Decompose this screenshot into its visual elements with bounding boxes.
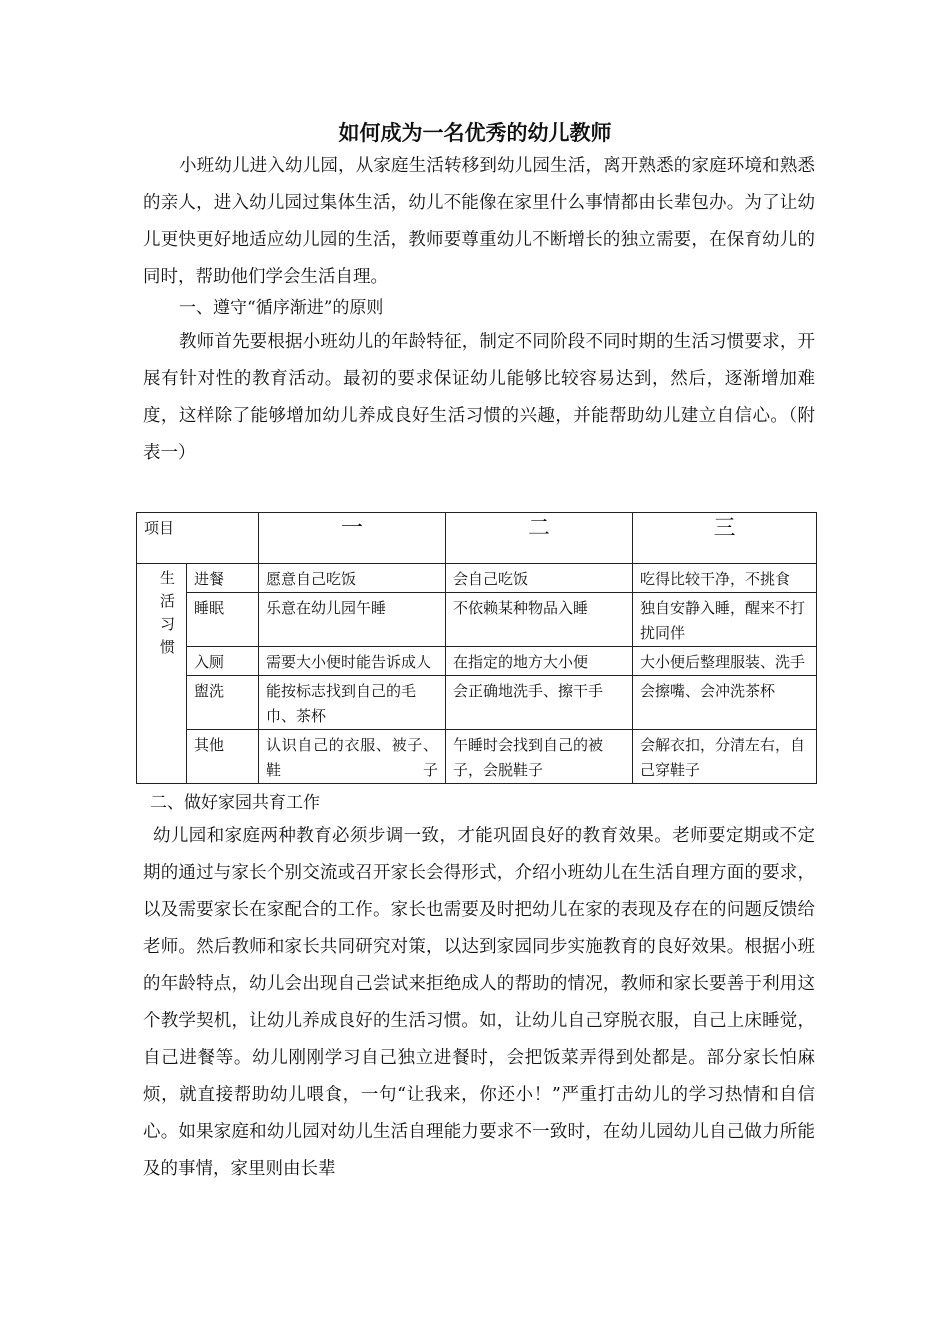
row-label: 盥洗 — [187, 676, 259, 730]
table-cell: 在指定的地方大小便 — [446, 647, 633, 676]
section-2-paragraph: 幼儿园和家庭两种教育必须步调一致，才能巩固良好的教育效果。老师要定期或不定期的通过与家长个别交流或召开家长会得形式，介绍小班幼儿在生活自理方面的要求，以及需要家长在家配合的工作。家长也需要及时把幼儿在家的表现及存在的问题反馈给老师。然后教师和家长共同研究对策，以达到家园同步实施教育的良好效果。根据小班的年龄特点，幼儿会出现自己尝试来拒绝成人的帮助的情况，教师和家长要善于利用这个教学契机，让幼儿养成良好的生活习惯。如，让幼儿自己穿脱衣服，自己上床睡觉，自己进餐等。幼儿刚刚学习自己独立进餐时，会把饭菜弄得到处都是。部分家长怕麻烦，就直接帮助幼儿喂食，一句“让我来，你还小！”严重打击幼儿的学习热情和自信心。如果家庭和幼儿园对幼儿生活自理能力要求不一致时，在幼儿园幼儿自己做力所能及的事情，家里则由长辈 — [143, 826, 815, 1179]
table-row — [137, 647, 817, 676]
table-cell: 乐意在幼儿园午睡 — [259, 593, 446, 647]
table-header-row — [137, 513, 817, 564]
section-1-heading: 一、遵守“循序渐进”的原则 — [179, 298, 384, 318]
section-1-paragraph: 教师首先要根据小班幼儿的年龄特征，制定不同阶段不同时期的生活习惯要求，开展有针对性的教育活动。最初的要求保证幼儿能够比较容易达到，然后，逐渐增加难度，这样除了能够增加幼儿养成良好生活习惯的兴趣，并能帮助幼儿建立自信心。（附表一） — [143, 332, 815, 463]
table-cell: 会正确地洗手、擦干手 — [446, 676, 633, 730]
header-stage-1: 一 — [259, 513, 446, 564]
document-title: 如何成为一名优秀的幼儿教师 — [338, 120, 612, 145]
table-row — [137, 593, 817, 647]
header-item-cell: 项目 — [137, 513, 259, 564]
habit-table — [136, 512, 817, 784]
row-label: 进餐 — [187, 564, 259, 593]
table-row — [137, 676, 817, 730]
table-cell: 吃得比较干净，不挑食 — [633, 564, 817, 593]
table-cell: 独自安静入睡，醒来不打扰同伴 — [633, 593, 817, 647]
table-cell: 会自己吃饭 — [446, 564, 633, 593]
intro-paragraph: 小班幼儿进入幼儿园，从家庭生活转移到幼儿园生活，离开熟悉的家庭环境和熟悉的亲人，进入幼儿园过集体生活，幼儿不能像在家里什么事情都由长辈包办。为了让幼儿更快更好地适应幼儿园的生活，教师要尊重幼儿不断增长的独立需要，在保育幼儿的同时，帮助他们学会生活自理。 — [143, 156, 815, 287]
table-cell: 会解衣扣，分清左右，自己穿鞋子 — [633, 730, 817, 784]
table-cell: 需要大小便时能告诉成人 — [259, 647, 446, 676]
table-cell: 愿意自己吃饭 — [259, 564, 446, 593]
table-cell: 会擦嘴、会冲洗茶杯 — [633, 676, 817, 730]
category-cell: 生活习惯 — [137, 564, 187, 784]
table-row — [137, 730, 817, 784]
row-label: 睡眠 — [187, 593, 259, 647]
header-stage-3: 三 — [633, 513, 817, 564]
header-stage-2: 二 — [446, 513, 633, 564]
table-cell: 午睡时会找到自己的被子，会脱鞋子 — [446, 730, 633, 784]
table-cell: 认识自己的衣服、被子、鞋子 — [259, 730, 446, 784]
table-cell: 能按标志找到自己的毛巾、茶杯 — [259, 676, 446, 730]
section-2-heading: 二、做好家园共育工作 — [150, 793, 320, 813]
table-cell: 不依赖某种物品入睡 — [446, 593, 633, 647]
row-label: 入厕 — [187, 647, 259, 676]
table-row — [137, 564, 817, 593]
table-cell: 大小便后整理服装、洗手 — [633, 647, 817, 676]
row-label: 其他 — [187, 730, 259, 784]
